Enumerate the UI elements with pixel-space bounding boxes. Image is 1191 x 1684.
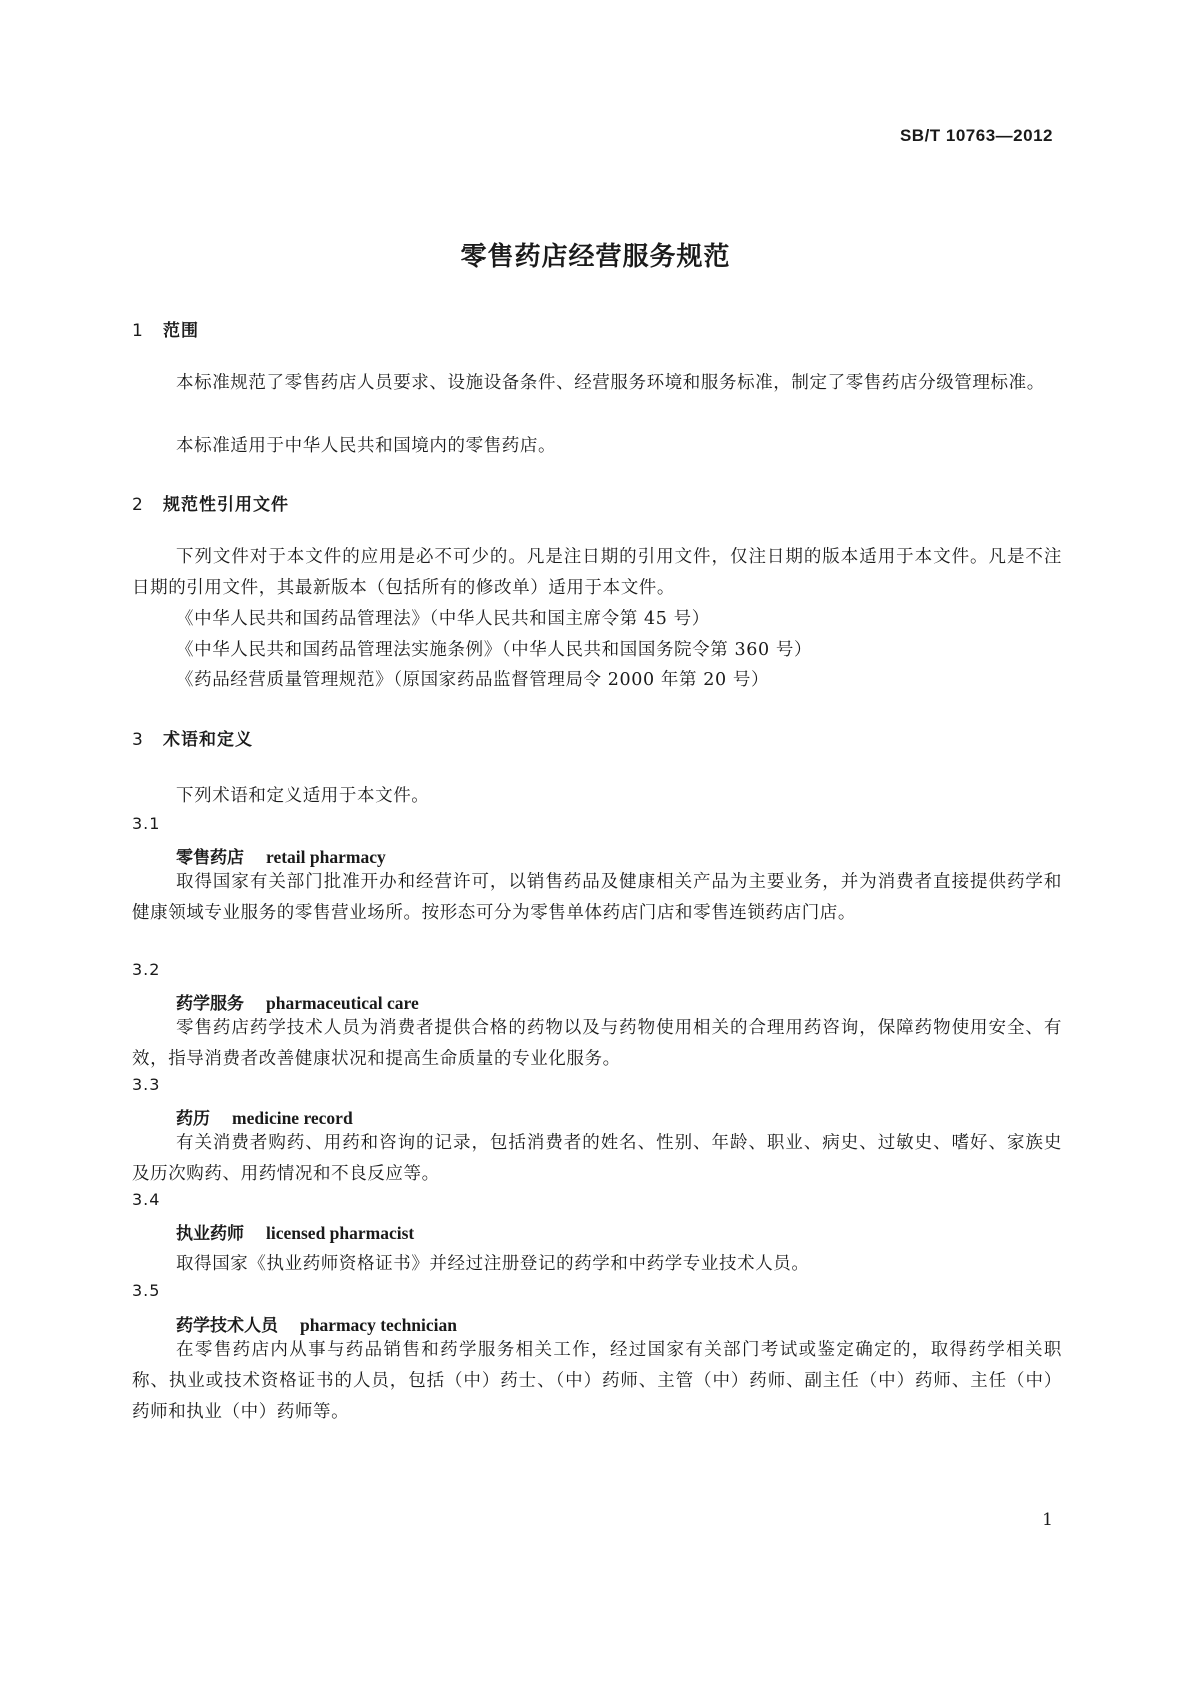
term-heading <box>176 843 386 868</box>
term-definition: 取得国家有关部门批准开办和经营许可，以销售药品及健康相关产品为主要业务，并为消费者直接提供药学和健康领域专业服务的零售营业场所。按形态可分为零售单体药店门店和零售连锁药店门店。 <box>132 872 1062 923</box>
term-definition: 在零售药店内从事与药品销售和药学服务相关工作，经过国家有关部门考试或鉴定确定的，取得药学相关职称、执业或技术资格证书的人员，包括（中）药士、（中）药师、主管（中）药师、副主任（中）药师、主任（中）药师和执业（中）药师等。 <box>132 1340 1062 1422</box>
section-number: 2 <box>132 495 144 515</box>
section-heading-scope <box>132 316 199 341</box>
term-definition: 零售药店药学技术人员为消费者提供合格的药物以及与药物使用相关的合理用药咨询，保障药物使用安全、有效，指导消费者改善健康状况和提高生命质量的专业化服务。 <box>132 1018 1062 1069</box>
term-number: 3.4 <box>132 1190 161 1209</box>
paragraph: 本标准适用于中华人民共和国境内的零售药店。 <box>176 436 557 456</box>
term-name-en: licensed pharmacist <box>266 1223 415 1243</box>
section-title: 规范性引用文件 <box>163 495 289 515</box>
section-heading-normative-references <box>132 490 289 515</box>
page-number: 1 <box>1042 1510 1053 1530</box>
term-name-zh: 药历 <box>176 1109 210 1129</box>
term-name-en: retail pharmacy <box>266 847 386 867</box>
paragraph: 本标准规范了零售药店人员要求、设施设备条件、经营服务环境和服务标准，制定了零售药店分级管理标准。 <box>176 373 1045 393</box>
term-number: 3.5 <box>132 1281 161 1300</box>
document-code: SB/T 10763—2012 <box>899 126 1053 145</box>
term-name-zh: 药学服务 <box>176 994 244 1014</box>
term-name-zh: 执业药师 <box>176 1224 244 1244</box>
section-title: 术语和定义 <box>163 730 253 750</box>
section-heading-terms-definitions <box>132 725 253 750</box>
term-number: 3.3 <box>132 1075 161 1094</box>
section-number: 1 <box>132 321 144 341</box>
term-name-zh: 药学技术人员 <box>176 1316 278 1336</box>
term-heading <box>176 989 419 1014</box>
term-heading <box>176 1311 457 1336</box>
reference-item: 《药品经营质量管理规范》（原国家药品监督管理局令 2000 年第 20 号） <box>176 670 770 690</box>
term-number: 3.1 <box>132 814 161 833</box>
term-heading <box>176 1219 414 1244</box>
reference-item: 《中华人民共和国药品管理法实施条例》（中华人民共和国国务院令第 360 号） <box>176 640 813 660</box>
term-heading <box>176 1104 353 1129</box>
term-name-en: pharmaceutical care <box>266 993 419 1013</box>
section-title: 范围 <box>163 321 199 341</box>
term-name-zh: 零售药店 <box>176 848 244 868</box>
reference-item: 《中华人民共和国药品管理法》（中华人民共和国主席令第 45 号） <box>176 609 710 629</box>
term-definition: 有关消费者购药、用药和咨询的记录，包括消费者的姓名、性别、年龄、职业、病史、过敏史、嗜好、家族史及历次购药、用药情况和不良反应等。 <box>132 1133 1062 1184</box>
section-number: 3 <box>132 730 144 750</box>
paragraph: 下列术语和定义适用于本文件。 <box>176 786 430 806</box>
document-title: 零售药店经营服务规范 <box>460 242 731 272</box>
term-number: 3.2 <box>132 960 161 979</box>
term-definition: 取得国家《执业药师资格证书》并经过注册登记的药学和中药学专业技术人员。 <box>176 1254 810 1274</box>
term-name-en: medicine record <box>232 1108 353 1128</box>
term-name-en: pharmacy technician <box>300 1315 458 1335</box>
paragraph: 下列文件对于本文件的应用是必不可少的。凡是注日期的引用文件，仅注日期的版本适用于本文件。凡是不注日期的引用文件，其最新版本（包括所有的修改单）适用于本文件。 <box>132 547 1062 598</box>
